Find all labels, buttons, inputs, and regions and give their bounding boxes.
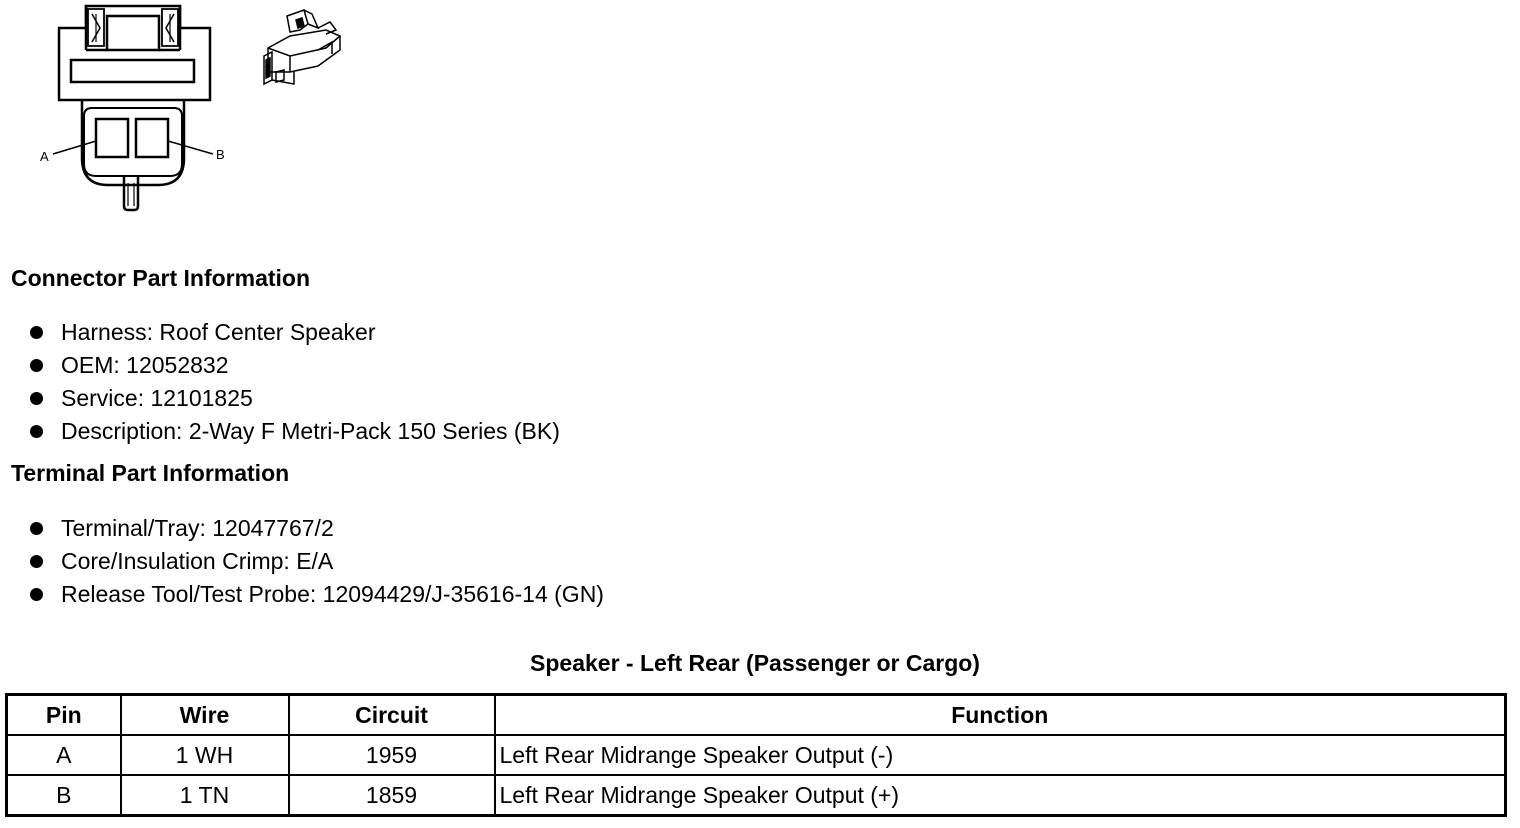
release-tool-text: Release Tool/Test Probe: 12094429/J-35616-14 (GN) — [61, 581, 604, 607]
wire-column-header: Wire — [121, 695, 289, 736]
table-row — [7, 775, 1506, 816]
list-item — [0, 578, 604, 611]
terminal-tray-text: Terminal/Tray: 12047767/2 — [61, 515, 334, 541]
service-text: Service: 12101825 — [61, 385, 253, 411]
harness-text: Harness: Roof Center Speaker — [61, 319, 376, 345]
pin-cell: B — [7, 775, 121, 816]
list-item — [0, 349, 560, 382]
oem-text: OEM: 12052832 — [61, 352, 229, 378]
pin-cell: A — [7, 735, 121, 775]
list-item — [0, 382, 560, 415]
wire-cell: 1 TN — [121, 775, 289, 816]
pin-column-header: Pin — [7, 695, 121, 736]
connector-diagram — [0, 0, 360, 225]
table-row — [7, 735, 1506, 775]
bullet-icon — [30, 588, 43, 601]
crimp-text: Core/Insulation Crimp: E/A — [61, 548, 334, 574]
pin-label-a: A — [40, 149, 49, 164]
list-item — [0, 545, 604, 578]
list-item — [0, 415, 560, 448]
connector-face-view — [53, 6, 213, 210]
connector-part-information-heading: Connector Part Information — [11, 265, 311, 291]
pin-label-b: B — [216, 147, 225, 162]
function-cell: Left Rear Midrange Speaker Output (+) — [495, 775, 1506, 816]
bullet-icon — [30, 392, 43, 405]
bullet-icon — [30, 326, 43, 339]
bullet-icon — [30, 522, 43, 535]
circuit-cell: 1959 — [289, 735, 495, 775]
table-title: Speaker - Left Rear (Passenger or Cargo) — [530, 650, 980, 676]
terminal-part-list — [0, 512, 604, 611]
table-header-row — [7, 695, 1506, 736]
circuit-column-header: Circuit — [289, 695, 495, 736]
bullet-icon — [30, 359, 43, 372]
connector-part-list — [0, 316, 560, 448]
list-item — [0, 512, 604, 545]
circuit-cell: 1859 — [289, 775, 495, 816]
bullet-icon — [30, 425, 43, 438]
bullet-icon — [30, 555, 43, 568]
connector-isometric-view — [264, 10, 340, 84]
description-text: Description: 2-Way F Metri-Pack 150 Series (BK) — [61, 418, 560, 444]
pin-table — [5, 693, 1507, 817]
terminal-part-information-heading: Terminal Part Information — [11, 460, 290, 486]
list-item — [0, 316, 560, 349]
wire-cell: 1 WH — [121, 735, 289, 775]
function-cell: Left Rear Midrange Speaker Output (-) — [495, 735, 1506, 775]
function-column-header: Function — [495, 695, 1506, 736]
